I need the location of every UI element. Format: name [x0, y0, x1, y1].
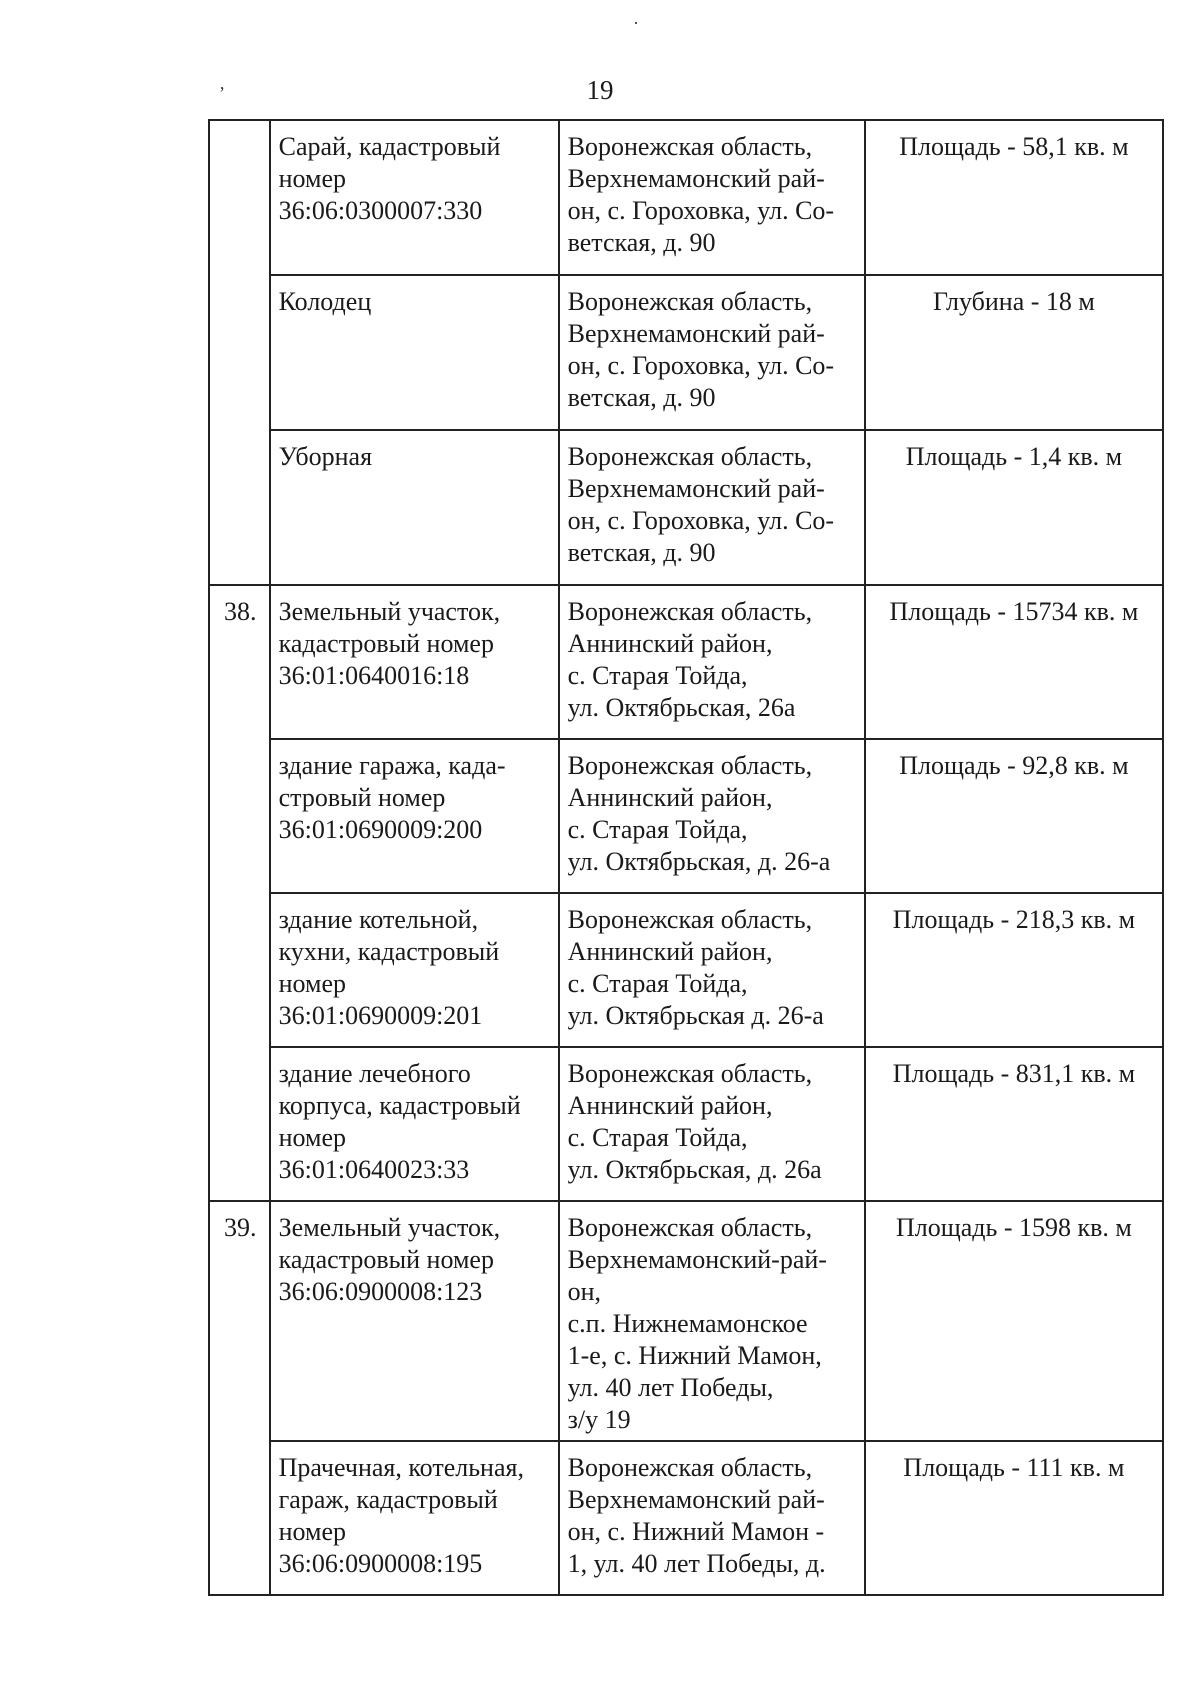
property-table	[208, 119, 1164, 1596]
row-number-cell	[209, 120, 270, 585]
address-cell: Воронежская область, Аннинский район, с. Старая Тойда, ул. Октябрьская д. 26-а	[559, 893, 865, 1047]
address-cell: Воронежская область, Аннинский район, с. Старая Тойда, ул. Октябрьская, д. 26-а	[559, 739, 865, 893]
object-name-cell: Прачечная, котельная, гараж, кадастровый номер 36:06:0900008:195	[270, 1441, 559, 1595]
row-number-cell: 38.	[209, 585, 270, 1201]
scan-speck: ·	[633, 13, 639, 33]
object-name-cell: здание котельной, кухни, кадастровый номер 36:01:0690009:201	[270, 893, 559, 1047]
parameter-cell: Глубина - 18 м	[865, 275, 1163, 430]
parameter-cell: Площадь - 1598 кв. м	[865, 1201, 1163, 1441]
parameter-cell: Площадь - 58,1 кв. м	[865, 120, 1163, 275]
parameter-cell: Площадь - 111 кв. м	[865, 1441, 1163, 1595]
address-cell: Воронежская область, Верхнемамонский рай- он, с. Гороховка, ул. Со- ветская, д. 90	[559, 275, 865, 430]
object-name-cell: Земельный участок, кадастровый номер 36:01:0640016:18	[270, 585, 559, 739]
address-cell: Воронежская область, Аннинский район, с. Старая Тойда, ул. Октябрьская, д. 26а	[559, 1047, 865, 1201]
object-name-cell: здание лечебного корпуса, кадастровый номер 36:01:0640023:33	[270, 1047, 559, 1201]
object-name-cell: Земельный участок, кадастровый номер 36:06:0900008:123	[270, 1201, 559, 1441]
scan-speck: ʼ	[219, 83, 225, 103]
table-row	[209, 585, 1163, 739]
row-number-cell: 39.	[209, 1201, 270, 1595]
object-name-cell: здание гаража, када- стровый номер 36:01:0690009:200	[270, 739, 559, 893]
address-cell: Воронежская область, Верхнемамонский рай- он, с. Нижний Мамон - 1, ул. 40 лет Победы, д.	[559, 1441, 865, 1595]
parameter-cell: Площадь - 218,3 кв. м	[865, 893, 1163, 1047]
object-name-cell: Сарай, кадастровый номер 36:06:0300007:330	[270, 120, 559, 275]
parameter-cell: Площадь - 92,8 кв. м	[865, 739, 1163, 893]
table-row	[209, 430, 1163, 585]
object-name-cell: Уборная	[270, 430, 559, 585]
address-cell: Воронежская область, Верхнемамонский рай- он, с. Гороховка, ул. Со- ветская, д. 90	[559, 430, 865, 585]
address-cell: Воронежская область, Верхнемамонский рай- он, с. Гороховка, ул. Со- ветская, д. 90	[559, 120, 865, 275]
address-cell: Воронежская область, Аннинский район, с. Старая Тойда, ул. Октябрьская, 26а	[559, 585, 865, 739]
table-row	[209, 120, 1163, 275]
table-row	[209, 739, 1163, 893]
parameter-cell: Площадь - 15734 кв. м	[865, 585, 1163, 739]
address-cell: Воронежская область, Верхнемамонский-рай- он, с.п. Нижнемамонское 1-е, с. Нижний Мамон, ул. 40 лет Победы, з/у 19	[559, 1201, 865, 1441]
table-row	[209, 1441, 1163, 1595]
table-row	[209, 1201, 1163, 1441]
table-row	[209, 1047, 1163, 1201]
page-number: 19	[586, 75, 614, 105]
object-name-cell: Колодец	[270, 275, 559, 430]
table-row	[209, 893, 1163, 1047]
parameter-cell: Площадь - 1,4 кв. м	[865, 430, 1163, 585]
parameter-cell: Площадь - 831,1 кв. м	[865, 1047, 1163, 1201]
table-row	[209, 275, 1163, 430]
